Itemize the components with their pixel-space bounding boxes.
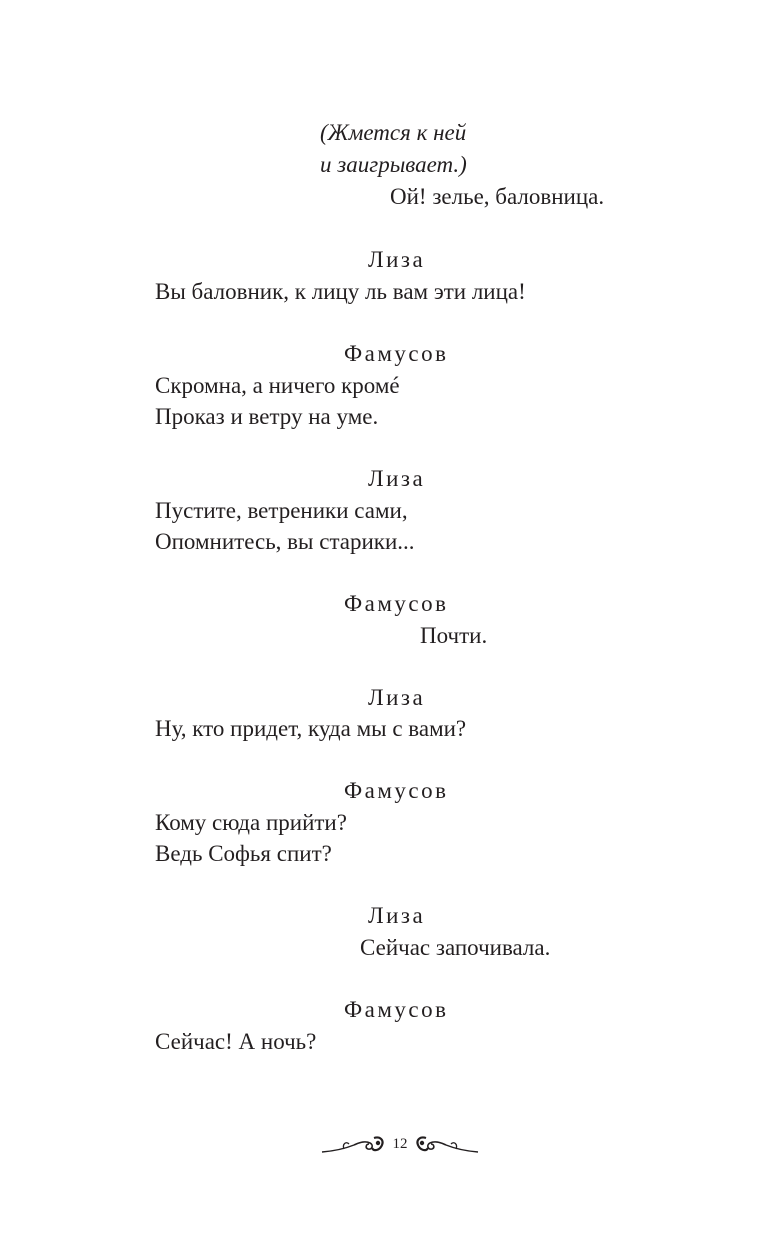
speaker-name: Фамусов — [344, 997, 449, 1022]
page-number: 12 — [392, 1136, 408, 1152]
verse-line: Ой! зелье, баловница. — [390, 184, 605, 209]
speaker-name: Фамусов — [344, 591, 449, 616]
verse-line: Пустите, ветреники сами, — [155, 498, 408, 523]
speaker-name: Фамусов — [344, 778, 449, 803]
flourish-left-icon — [320, 1132, 386, 1158]
verse-line: Ну, кто придет, куда мы с вами? — [155, 716, 467, 741]
flourish-right-icon — [414, 1132, 480, 1158]
verse-line: Кому сюда прийти? — [155, 810, 347, 835]
verse-line: Проказ и ветру на уме. — [155, 404, 379, 429]
stage-direction-line-2: и заигрывает.) — [320, 152, 467, 177]
speaker-name: Фамусов — [344, 341, 449, 366]
speaker-name: Лиза — [368, 247, 426, 272]
verse-line: Почти. — [420, 623, 488, 648]
verse-line: Вы баловник, к лицу ль вам эти лица! — [155, 279, 526, 304]
verse-line: Скромна, а ничего кромé — [155, 373, 400, 398]
page-footer — [320, 1130, 480, 1160]
verse-line: Сейчас започивала. — [360, 935, 551, 960]
speaker-name: Лиза — [368, 685, 426, 710]
verse-line: Сейчас! А ночь? — [155, 1029, 317, 1054]
verse-line: Ведь Софья спит? — [155, 841, 332, 866]
speaker-name: Лиза — [368, 903, 426, 928]
verse-line: Опомнитесь, вы старики... — [155, 529, 415, 554]
stage-direction-line-1: (Жмется к ней — [320, 120, 467, 145]
speaker-name: Лиза — [368, 466, 426, 491]
